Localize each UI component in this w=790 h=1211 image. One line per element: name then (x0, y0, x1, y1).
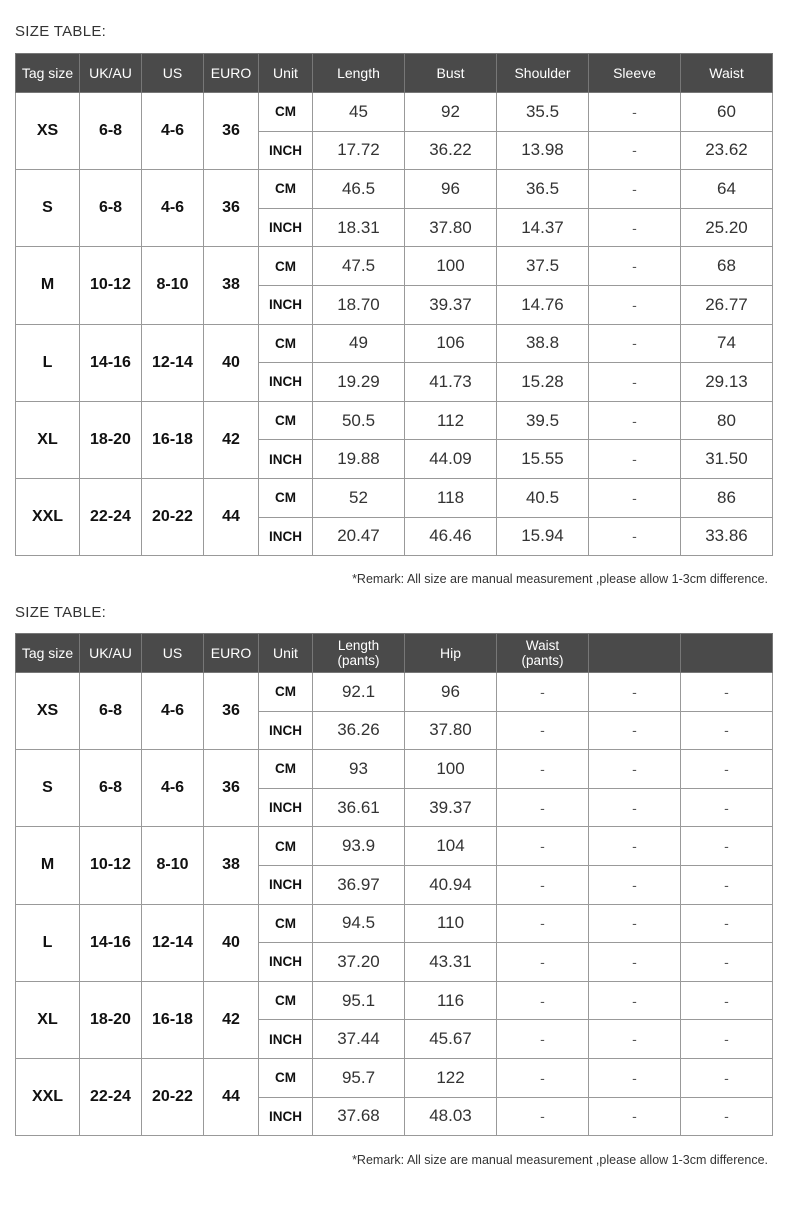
us-cell: 4-6 (142, 170, 204, 247)
value-cell: - (497, 865, 589, 904)
value-cell: 45.67 (405, 1020, 497, 1059)
unit-cell: CM (259, 827, 313, 866)
tag-size-cell: L (16, 904, 80, 981)
value-cell: 37.68 (313, 1097, 405, 1136)
value-cell: 122 (405, 1058, 497, 1097)
value-cell: - (589, 363, 681, 402)
value-cell: 37.5 (497, 247, 589, 286)
tag-size-cell: XL (16, 981, 80, 1058)
value-cell: 40.5 (497, 478, 589, 517)
us-cell: 8-10 (142, 827, 204, 904)
value-cell: 40.94 (405, 865, 497, 904)
value-cell: 118 (405, 478, 497, 517)
uk-au-cell: 6-8 (80, 673, 142, 750)
euro-cell: 42 (204, 401, 259, 478)
value-cell: 39.37 (405, 285, 497, 324)
value-cell: 47.5 (313, 247, 405, 286)
unit-cell: INCH (259, 208, 313, 247)
value-cell: 95.1 (313, 981, 405, 1020)
value-cell: 13.98 (497, 131, 589, 170)
value-cell: - (589, 1058, 681, 1097)
value-cell: - (589, 324, 681, 363)
column-header: UK/AU (80, 634, 142, 673)
value-cell: 116 (405, 981, 497, 1020)
value-cell: - (497, 750, 589, 789)
column-header (589, 634, 681, 673)
value-cell: 60 (681, 93, 773, 132)
unit-cell: INCH (259, 943, 313, 982)
column-header: Tag size (16, 54, 80, 93)
header-row (16, 634, 773, 673)
unit-cell: INCH (259, 711, 313, 750)
unit-cell: CM (259, 981, 313, 1020)
unit-cell: INCH (259, 285, 313, 324)
value-cell: 38.8 (497, 324, 589, 363)
value-cell: - (589, 865, 681, 904)
column-header: Unit (259, 634, 313, 673)
value-cell: 25.20 (681, 208, 773, 247)
uk-au-cell: 10-12 (80, 247, 142, 324)
unit-cell: CM (259, 170, 313, 209)
value-cell: 112 (405, 401, 497, 440)
value-cell: 92.1 (313, 673, 405, 712)
value-cell: 37.80 (405, 208, 497, 247)
remark-bottom: *Remark: All size are manual measurement ,please allow 1-3cm difference. (352, 1153, 768, 1167)
us-cell: 20-22 (142, 478, 204, 555)
table-row (16, 750, 773, 789)
value-cell: - (589, 1097, 681, 1136)
value-cell: 36.26 (313, 711, 405, 750)
us-cell: 4-6 (142, 750, 204, 827)
value-cell: 36.97 (313, 865, 405, 904)
value-cell: - (497, 904, 589, 943)
value-cell: - (589, 827, 681, 866)
column-header: Waist (pants) (497, 634, 589, 673)
value-cell: 31.50 (681, 440, 773, 479)
value-cell: - (681, 788, 773, 827)
value-cell: - (589, 904, 681, 943)
value-cell: - (497, 1020, 589, 1059)
table-row (16, 247, 773, 286)
value-cell: 74 (681, 324, 773, 363)
uk-au-cell: 22-24 (80, 478, 142, 555)
table-row (16, 93, 773, 132)
value-cell: - (589, 478, 681, 517)
value-cell: 106 (405, 324, 497, 363)
value-cell: - (589, 1020, 681, 1059)
table-row (16, 981, 773, 1020)
value-cell: - (589, 981, 681, 1020)
value-cell: 37.20 (313, 943, 405, 982)
uk-au-cell: 6-8 (80, 170, 142, 247)
column-header: Sleeve (589, 54, 681, 93)
euro-cell: 38 (204, 247, 259, 324)
uk-au-cell: 6-8 (80, 750, 142, 827)
tag-size-cell: M (16, 827, 80, 904)
column-header: UK/AU (80, 54, 142, 93)
value-cell: - (497, 788, 589, 827)
unit-cell: CM (259, 478, 313, 517)
value-cell: 15.94 (497, 517, 589, 556)
value-cell: 93 (313, 750, 405, 789)
value-cell: 36.22 (405, 131, 497, 170)
value-cell: - (589, 208, 681, 247)
value-cell: 15.55 (497, 440, 589, 479)
table-row (16, 673, 773, 712)
us-cell: 12-14 (142, 324, 204, 401)
euro-cell: 36 (204, 750, 259, 827)
unit-cell: CM (259, 673, 313, 712)
value-cell: 29.13 (681, 363, 773, 402)
euro-cell: 36 (204, 93, 259, 170)
uk-au-cell: 14-16 (80, 324, 142, 401)
table-row (16, 904, 773, 943)
tag-size-cell: XS (16, 673, 80, 750)
value-cell: 18.31 (313, 208, 405, 247)
tag-size-cell: S (16, 170, 80, 247)
unit-cell: CM (259, 247, 313, 286)
table-row (16, 401, 773, 440)
value-cell: 100 (405, 750, 497, 789)
remark-top: *Remark: All size are manual measurement ,please allow 1-3cm difference. (352, 572, 768, 586)
value-cell: 39.37 (405, 788, 497, 827)
value-cell: - (681, 865, 773, 904)
value-cell: 37.80 (405, 711, 497, 750)
value-cell: 41.73 (405, 363, 497, 402)
value-cell: - (681, 673, 773, 712)
tag-size-cell: XXL (16, 1058, 80, 1135)
value-cell: 48.03 (405, 1097, 497, 1136)
column-header: US (142, 54, 204, 93)
value-cell: - (589, 93, 681, 132)
table-row (16, 478, 773, 517)
value-cell: 20.47 (313, 517, 405, 556)
tag-size-cell: M (16, 247, 80, 324)
value-cell: 26.77 (681, 285, 773, 324)
column-header: Hip (405, 634, 497, 673)
uk-au-cell: 14-16 (80, 904, 142, 981)
unit-cell: CM (259, 324, 313, 363)
value-cell: - (589, 673, 681, 712)
euro-cell: 38 (204, 827, 259, 904)
value-cell: 95.7 (313, 1058, 405, 1097)
value-cell: - (681, 943, 773, 982)
table-row (16, 1058, 773, 1097)
value-cell: - (589, 440, 681, 479)
us-cell: 20-22 (142, 1058, 204, 1135)
value-cell: - (681, 711, 773, 750)
euro-cell: 40 (204, 904, 259, 981)
size-table-top (15, 53, 773, 556)
size-table-bottom (15, 633, 773, 1136)
value-cell: 17.72 (313, 131, 405, 170)
uk-au-cell: 10-12 (80, 827, 142, 904)
value-cell: - (497, 981, 589, 1020)
value-cell: 37.44 (313, 1020, 405, 1059)
value-cell: 100 (405, 247, 497, 286)
tag-size-cell: XL (16, 401, 80, 478)
value-cell: 18.70 (313, 285, 405, 324)
euro-cell: 44 (204, 478, 259, 555)
unit-cell: INCH (259, 363, 313, 402)
unit-cell: INCH (259, 440, 313, 479)
us-cell: 8-10 (142, 247, 204, 324)
euro-cell: 36 (204, 673, 259, 750)
value-cell: - (681, 1020, 773, 1059)
column-header: EURO (204, 54, 259, 93)
us-cell: 4-6 (142, 673, 204, 750)
unit-cell: INCH (259, 1020, 313, 1059)
table-row (16, 170, 773, 209)
euro-cell: 40 (204, 324, 259, 401)
unit-cell: INCH (259, 517, 313, 556)
column-header: US (142, 634, 204, 673)
us-cell: 16-18 (142, 981, 204, 1058)
column-header: Length (313, 54, 405, 93)
value-cell: 93.9 (313, 827, 405, 866)
table-row (16, 827, 773, 866)
value-cell: 36.5 (497, 170, 589, 209)
value-cell: - (497, 711, 589, 750)
value-cell: 36.61 (313, 788, 405, 827)
value-cell: - (497, 943, 589, 982)
unit-cell: CM (259, 904, 313, 943)
value-cell: - (681, 750, 773, 789)
column-header: EURO (204, 634, 259, 673)
column-header: Tag size (16, 634, 80, 673)
value-cell: - (589, 247, 681, 286)
value-cell: - (681, 1058, 773, 1097)
size-table-title-top: SIZE TABLE: (15, 23, 107, 40)
column-header: Unit (259, 54, 313, 93)
value-cell: - (497, 1058, 589, 1097)
uk-au-cell: 18-20 (80, 401, 142, 478)
value-cell: - (497, 673, 589, 712)
value-cell: 44.09 (405, 440, 497, 479)
unit-cell: INCH (259, 131, 313, 170)
value-cell: 50.5 (313, 401, 405, 440)
column-header: Waist (681, 54, 773, 93)
value-cell: - (681, 981, 773, 1020)
value-cell: 15.28 (497, 363, 589, 402)
value-cell: 86 (681, 478, 773, 517)
header-row (16, 54, 773, 93)
value-cell: 80 (681, 401, 773, 440)
size-table-title-bottom: SIZE TABLE: (15, 604, 107, 621)
column-header: Bust (405, 54, 497, 93)
table-row (16, 324, 773, 363)
value-cell: - (497, 1097, 589, 1136)
value-cell: 49 (313, 324, 405, 363)
value-cell: - (589, 943, 681, 982)
value-cell: - (589, 517, 681, 556)
value-cell: 46.46 (405, 517, 497, 556)
unit-cell: CM (259, 401, 313, 440)
value-cell: 33.86 (681, 517, 773, 556)
uk-au-cell: 18-20 (80, 981, 142, 1058)
euro-cell: 44 (204, 1058, 259, 1135)
value-cell: - (589, 750, 681, 789)
tag-size-cell: XS (16, 93, 80, 170)
value-cell: 94.5 (313, 904, 405, 943)
value-cell: 64 (681, 170, 773, 209)
value-cell: - (589, 170, 681, 209)
value-cell: 19.88 (313, 440, 405, 479)
euro-cell: 36 (204, 170, 259, 247)
value-cell: 46.5 (313, 170, 405, 209)
us-cell: 4-6 (142, 93, 204, 170)
tag-size-cell: XXL (16, 478, 80, 555)
column-header: Shoulder (497, 54, 589, 93)
value-cell: 14.76 (497, 285, 589, 324)
value-cell: - (589, 788, 681, 827)
value-cell: 96 (405, 170, 497, 209)
value-cell: - (589, 131, 681, 170)
tag-size-cell: S (16, 750, 80, 827)
value-cell: - (589, 711, 681, 750)
value-cell: 23.62 (681, 131, 773, 170)
value-cell: 96 (405, 673, 497, 712)
unit-cell: INCH (259, 1097, 313, 1136)
value-cell: 110 (405, 904, 497, 943)
unit-cell: CM (259, 93, 313, 132)
value-cell: 19.29 (313, 363, 405, 402)
euro-cell: 42 (204, 981, 259, 1058)
value-cell: 68 (681, 247, 773, 286)
value-cell: 52 (313, 478, 405, 517)
us-cell: 12-14 (142, 904, 204, 981)
tag-size-cell: L (16, 324, 80, 401)
column-header (681, 634, 773, 673)
value-cell: 43.31 (405, 943, 497, 982)
value-cell: 35.5 (497, 93, 589, 132)
value-cell: - (589, 401, 681, 440)
value-cell: 39.5 (497, 401, 589, 440)
value-cell: - (681, 904, 773, 943)
uk-au-cell: 22-24 (80, 1058, 142, 1135)
unit-cell: INCH (259, 788, 313, 827)
unit-cell: CM (259, 750, 313, 789)
unit-cell: CM (259, 1058, 313, 1097)
value-cell: - (681, 827, 773, 866)
value-cell: - (589, 285, 681, 324)
column-header: Length (pants) (313, 634, 405, 673)
value-cell: 104 (405, 827, 497, 866)
us-cell: 16-18 (142, 401, 204, 478)
value-cell: - (497, 827, 589, 866)
unit-cell: INCH (259, 865, 313, 904)
value-cell: 14.37 (497, 208, 589, 247)
value-cell: 92 (405, 93, 497, 132)
value-cell: - (681, 1097, 773, 1136)
value-cell: 45 (313, 93, 405, 132)
uk-au-cell: 6-8 (80, 93, 142, 170)
